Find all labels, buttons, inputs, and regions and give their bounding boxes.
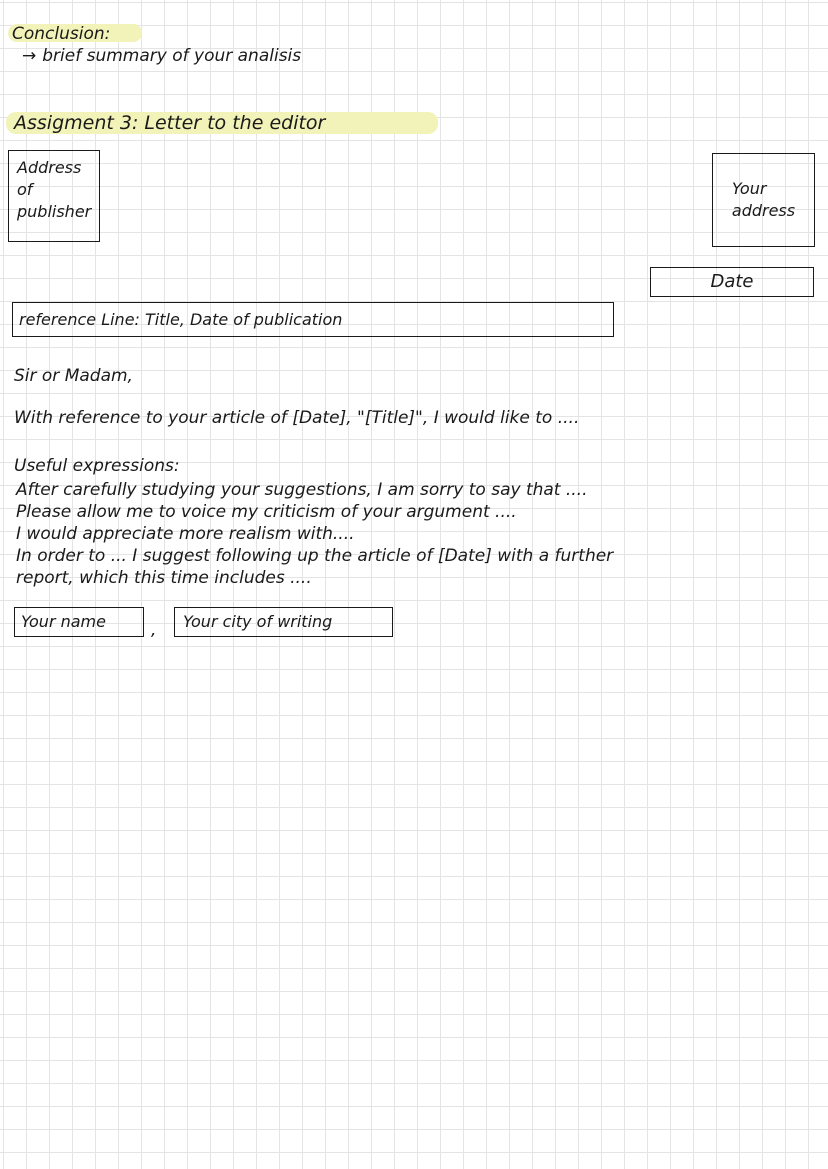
publisher-address-box <box>8 150 100 242</box>
your-name-box <box>14 607 144 637</box>
your-name-text: Your name <box>21 612 106 631</box>
reference-line-text: reference Line: Title, Date of publication <box>19 309 343 329</box>
arrow-right-icon: → <box>22 46 37 66</box>
expression-line: report, which this time includes .... <box>16 568 312 588</box>
your-city-box <box>174 607 393 637</box>
expression-line: In order to ... I suggest following up the article of [Date] with a further <box>16 546 614 566</box>
reference-line-box <box>12 302 614 337</box>
assignment-heading: Assigment 3: Letter to the editor <box>14 112 326 134</box>
date-box <box>650 267 814 297</box>
publisher-address-text: Address of publisher <box>17 158 92 221</box>
opening-sentence: With reference to your article of [Date], "[Title]", I would like to .... <box>14 408 580 428</box>
conclusion-heading: Conclusion: <box>12 24 111 44</box>
date-text: Date <box>710 271 754 292</box>
conclusion-bullet-text: brief summary of your analisis <box>42 46 302 66</box>
expression-line: Please allow me to voice my criticism of your argument .... <box>16 502 517 522</box>
expression-line: After carefully studying your suggestions, I am sorry to say that .... <box>16 480 588 500</box>
useful-expressions-heading: Useful expressions: <box>14 456 180 476</box>
conclusion-bullet <box>22 46 301 66</box>
your-city-text: Your city of writing <box>183 612 333 631</box>
salutation: Sir or Madam, <box>14 366 133 386</box>
signature-comma: , <box>151 620 157 640</box>
your-address-text: Your address <box>731 179 796 220</box>
expression-line: I would appreciate more realism with.... <box>16 524 355 544</box>
your-address-box <box>712 153 815 247</box>
